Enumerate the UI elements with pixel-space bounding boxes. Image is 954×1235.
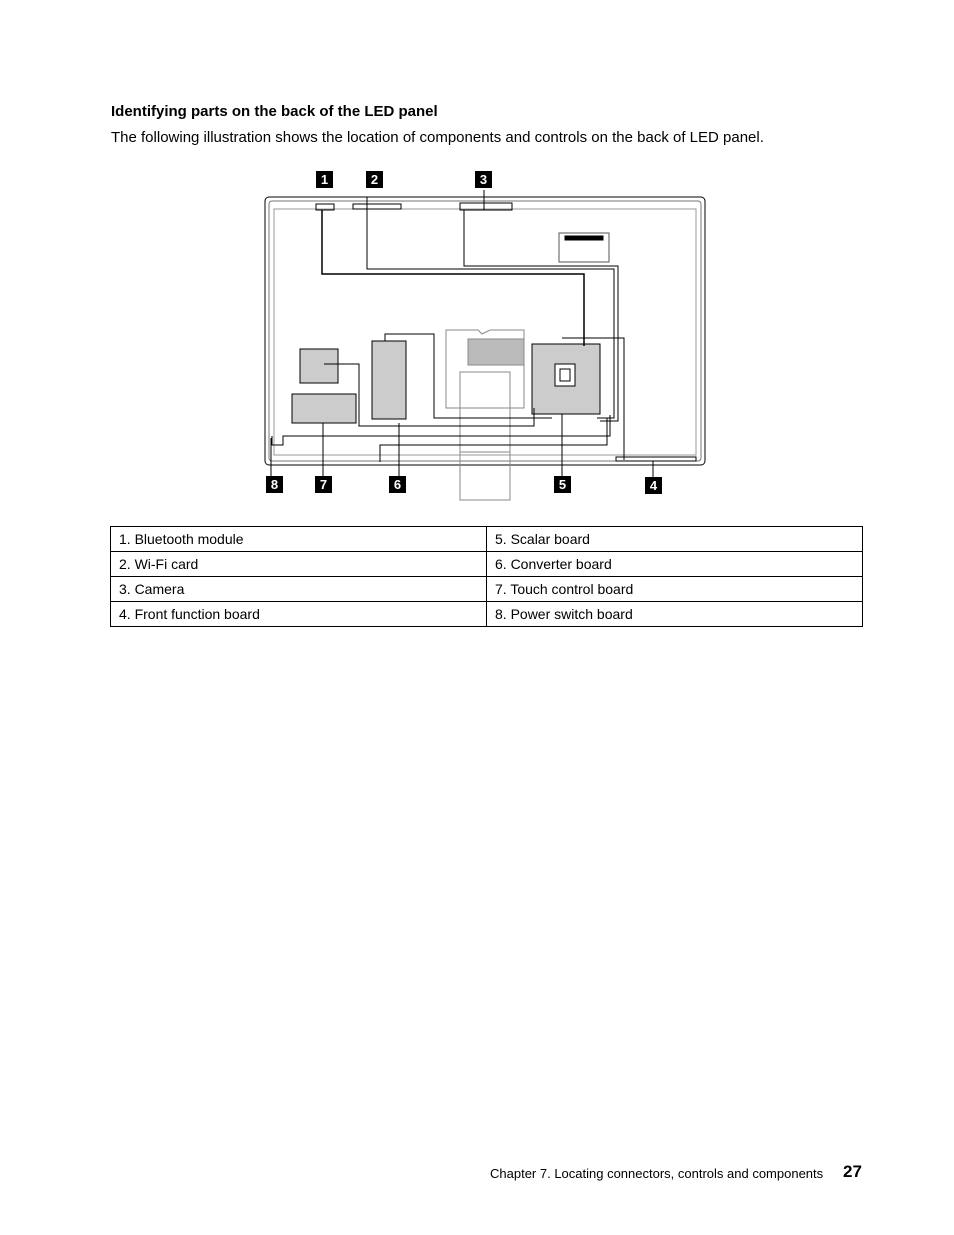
callout-touch-control-board: 7 [315, 476, 332, 493]
callout-wifi-card: 2 [366, 171, 383, 188]
callout-scalar-board: 5 [554, 476, 571, 493]
page-number: 27 [843, 1162, 862, 1181]
intro-paragraph: The following illustration shows the location of components and controls on the back of LED panel. [111, 129, 764, 146]
table-row [111, 602, 863, 627]
parts-legend-table [110, 526, 863, 627]
callout-front-function-board: 4 [645, 477, 662, 494]
table-cell: 2. Wi-Fi card [111, 552, 487, 577]
callout-bluetooth-module: 1 [316, 171, 333, 188]
callout-power-switch-board: 8 [266, 476, 283, 493]
table-cell: 6. Converter board [487, 552, 863, 577]
table-cell: 8. Power switch board [487, 602, 863, 627]
led-panel-illustration [262, 168, 708, 504]
table-cell: 7. Touch control board [487, 577, 863, 602]
table-row [111, 552, 863, 577]
footer-chapter: Chapter 7. Locating connectors, controls and components [490, 1166, 824, 1181]
panel-drawing [262, 168, 708, 504]
table-row [111, 527, 863, 552]
table-cell: 3. Camera [111, 577, 487, 602]
callout-camera: 3 [475, 171, 492, 188]
callout-converter-board: 6 [389, 476, 406, 493]
table-row [111, 577, 863, 602]
table-cell: 5. Scalar board [487, 527, 863, 552]
section-heading: Identifying parts on the back of the LED panel [111, 103, 438, 120]
table-cell: 4. Front function board [111, 602, 487, 627]
table-cell: 1. Bluetooth module [111, 527, 487, 552]
